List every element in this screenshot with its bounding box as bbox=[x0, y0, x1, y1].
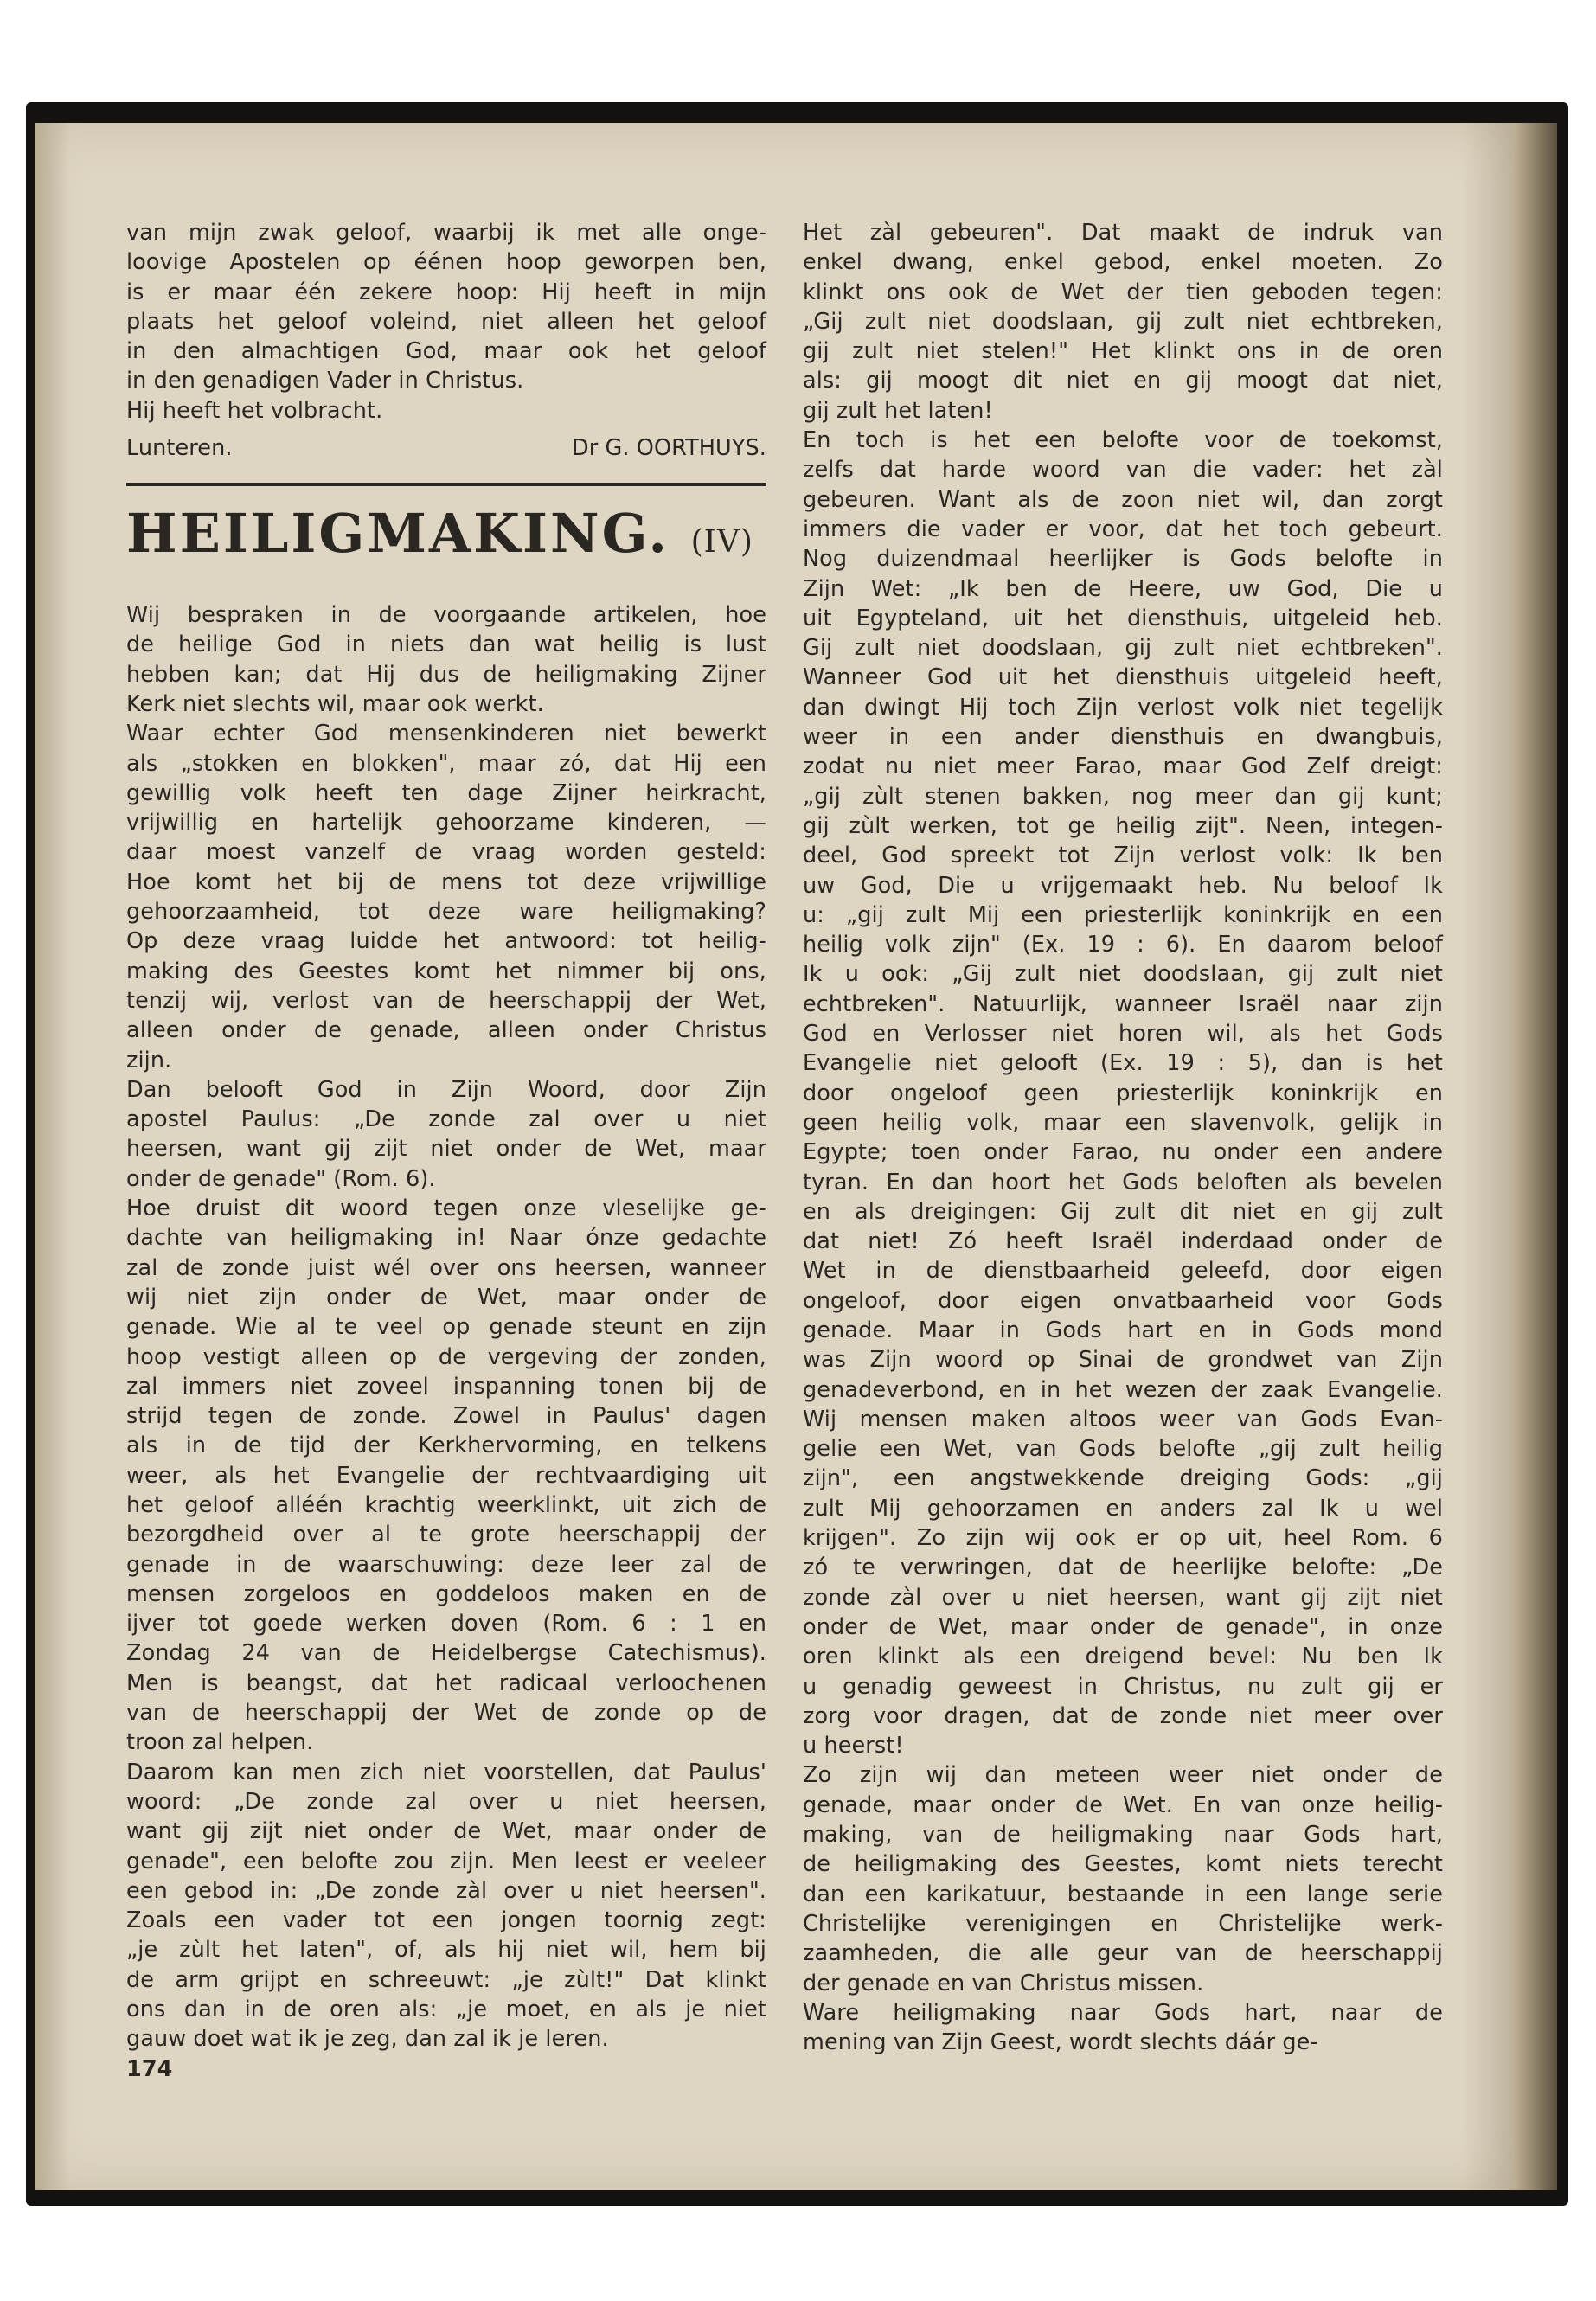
page-left-edge bbox=[35, 123, 69, 2190]
text-line: gij zùlt werken, tot ge heilig zijt". Neen, integen- bbox=[803, 812, 1443, 839]
intro-paragraph bbox=[126, 218, 766, 426]
text-line: zijn. bbox=[126, 1047, 172, 1074]
text-line: Waar echter God mensenkinderen niet bewerkt bbox=[126, 721, 766, 747]
text-line: vrijwillig en hartelijk gehoorzame kinderen, — bbox=[126, 810, 766, 836]
text-line: u genadig geweest in Christus, nu zult gij er bbox=[803, 1673, 1443, 1700]
text-line: ons dan in de oren als: „je moet, en als je niet bbox=[126, 1997, 766, 2023]
text-line: Zo zijn wij dan meteen weer niet onder de bbox=[803, 1762, 1443, 1789]
text-line: ongeloof, door eigen onvatbaarheid voor Gods bbox=[803, 1287, 1443, 1314]
text-line: weer, als het Evangelie der rechtvaardiging uit bbox=[126, 1462, 766, 1489]
text-line: zijn", een angstwekkende dreiging Gods: „gij bbox=[803, 1465, 1443, 1492]
text-line: is er maar één zekere hoop: Hij heeft in mijn bbox=[126, 279, 766, 305]
text-line: „gij zùlt stenen bakken, nog meer dan gij kunt; bbox=[803, 783, 1443, 810]
text-line: woord: „De zonde zal over u niet heersen, bbox=[126, 1788, 766, 1815]
text-line: Op deze vraag luidde het antwoord: tot heilig- bbox=[126, 928, 766, 955]
book-spine bbox=[1514, 123, 1557, 2190]
text-line: Zoals een vader tot een jongen toornig zegt: bbox=[126, 1907, 766, 1934]
text-line: strijd tegen de zonde. Zowel in Paulus' dagen bbox=[126, 1403, 766, 1430]
text-line: Wij mensen maken altoos weer van Gods Evan- bbox=[803, 1406, 1443, 1433]
text-line: zonde zàl over u niet heersen, want gij zijt niet bbox=[803, 1584, 1443, 1611]
text-line: onder de genade" (Rom. 6). bbox=[126, 1165, 436, 1192]
text-line: geen heilig volk, maar een slavenvolk, gelijk in bbox=[803, 1109, 1443, 1136]
gutter-shade bbox=[1462, 123, 1514, 2190]
text-line: u heerst! bbox=[803, 1733, 904, 1759]
text-line: Christelijke verenigingen en Christelijke werk- bbox=[803, 1910, 1443, 1937]
text-line: Men is beangst, dat het radicaal verloochenen bbox=[126, 1670, 766, 1696]
text-line: Zijn Wet: „Ik ben de Heere, uw God, Die u bbox=[803, 575, 1443, 602]
signature-line bbox=[126, 429, 766, 467]
text-line: Wanneer God uit het diensthuis uitgeleid heeft, bbox=[803, 664, 1443, 691]
text-line: Ik u ook: „Gij zult niet doodslaan, gij zult niet bbox=[803, 961, 1443, 988]
section-title bbox=[126, 495, 766, 581]
text-line: zal de zonde juist wél over ons heersen, wanneer bbox=[126, 1254, 766, 1281]
text-line: in den genadigen Vader in Christus. bbox=[126, 368, 524, 394]
section-title-part: (IV) bbox=[690, 524, 753, 561]
text-line: door ongeloof geen priesterlijk koninkrijk en bbox=[803, 1080, 1443, 1106]
text-line: mening van Zijn Geest, wordt slechts dáár ge- bbox=[803, 2029, 1318, 2056]
article-body-right bbox=[803, 218, 1443, 2057]
signature-place: Lunteren. bbox=[126, 435, 233, 462]
text-line: „Gij zult niet doodslaan, gij zult niet echtbreken, bbox=[803, 308, 1443, 335]
text-line: Zondag 24 van de Heidelbergse Catechismus). bbox=[126, 1640, 766, 1667]
text-line: klinkt ons ook de Wet der tien geboden tegen: bbox=[803, 279, 1443, 305]
text-line: de arm grijpt en schreeuwt: „je zùlt!" Dat klinkt bbox=[126, 1966, 766, 1993]
text-line: Kerk niet slechts wil, maar ook werkt. bbox=[126, 690, 544, 717]
text-line: Wet in de dienstbaarheid geleefd, door eigen bbox=[803, 1258, 1443, 1285]
text-line: Dan belooft God in Zijn Woord, door Zijn bbox=[126, 1076, 766, 1103]
text-line: Evangelie niet gelooft (Ex. 19 : 5), dan is het bbox=[803, 1050, 1443, 1077]
signature-author: Dr G. OORTHUYS. bbox=[572, 435, 766, 462]
text-line: als „stokken en blokken", maar zó, dat Hij een bbox=[126, 750, 766, 777]
text-line: genade. Maar in Gods hart en in Gods mond bbox=[803, 1317, 1443, 1343]
text-line: En toch is het een belofte voor de toekomst, bbox=[803, 427, 1443, 454]
text-line: Wij bespraken in de voorgaande artikelen, hoe bbox=[126, 602, 766, 629]
text-line: Nog duizendmaal heerlijker is Gods belofte in bbox=[803, 546, 1443, 573]
text-line: genade", een belofte zou zijn. Men leest er veeleer bbox=[126, 1848, 766, 1875]
text-line: weer in een ander diensthuis en dwangbuis, bbox=[803, 724, 1443, 751]
text-line: een gebod in: „De zonde zàl over u niet heersen". bbox=[126, 1877, 766, 1904]
article-body-left bbox=[126, 600, 766, 2054]
text-line: uit Egypteland, uit het diensthuis, uitgeleid heb. bbox=[803, 605, 1443, 631]
text-line: immers die vader er voor, dat het toch gebeurt. bbox=[803, 516, 1443, 542]
text-line: gij zult niet stelen!" Het klinkt ons in de oren bbox=[803, 338, 1443, 365]
text-line: krijgen". Zo zijn wij ook er op uit, heel Rom. 6 bbox=[803, 1525, 1443, 1552]
text-line: oren klinkt als een dreigend bevel: Nu ben Ik bbox=[803, 1644, 1443, 1670]
text-line: wij niet zijn onder de Wet, maar onder de bbox=[126, 1284, 766, 1311]
text-line: uw God, Die u vrijgemaakt heb. Nu beloof Ik bbox=[803, 872, 1443, 899]
text-line: onder de Wet, maar onder de genade", in onze bbox=[803, 1613, 1443, 1640]
text-line: genade in de waarschuwing: deze leer zal de bbox=[126, 1551, 766, 1578]
text-line: deel, God spreekt tot Zijn verlost volk: Ik ben bbox=[803, 843, 1443, 869]
text-line: troon zal helpen. bbox=[126, 1729, 314, 1756]
text-line: God en Verlosser niet horen wil, als het Gods bbox=[803, 1021, 1443, 1048]
text-line: apostel Paulus: „De zonde zal over u niet bbox=[126, 1106, 766, 1133]
text-line: genade. Wie al te veel op genade steunt en zijn bbox=[126, 1314, 766, 1341]
text-line: enkel dwang, enkel gebod, enkel moeten. Zo bbox=[803, 249, 1443, 276]
text-line: hoop vestigt alleen op de vergeving der zonden, bbox=[126, 1343, 766, 1370]
text-line: van de heerschappij der Wet de zonde op de bbox=[126, 1700, 766, 1727]
text-line: Hoe komt het bij de mens tot deze vrijwillige bbox=[126, 868, 766, 895]
text-line: Egypte; toen onder Farao, nu onder een andere bbox=[803, 1139, 1443, 1166]
text-line: zó te verwringen, dat de heerlijke belofte: „De bbox=[803, 1554, 1443, 1581]
text-line: heilig volk zijn" (Ex. 19 : 6). En daarom beloof bbox=[803, 932, 1443, 958]
text-line: zult Mij gehoorzamen en anders zal Ik u wel bbox=[803, 1495, 1443, 1522]
text-line: „je zùlt het laten", of, als hij niet wil, hem bij bbox=[126, 1937, 766, 1964]
left-column bbox=[126, 218, 766, 2084]
text-line: de heiligmaking des Geestes, komt niets terecht bbox=[803, 1851, 1443, 1878]
text-line: making des Geestes komt het nimmer bij ons, bbox=[126, 958, 766, 984]
text-line: zorg voor dragen, dat de zonde niet meer over bbox=[803, 1702, 1443, 1729]
text-line: Ware heiligmaking naar Gods hart, naar de bbox=[803, 1999, 1443, 2026]
text-line: dan een karikatuur, bestaande in een lange serie bbox=[803, 1881, 1443, 1907]
text-line: het geloof alléén krachtig weerklinkt, uit zich de bbox=[126, 1491, 766, 1518]
title-rule bbox=[126, 483, 766, 486]
text-line: zal immers niet zoveel inspanning tonen bij de bbox=[126, 1373, 766, 1400]
text-line: en als dreigingen: Gij zult dit niet en gij zult bbox=[803, 1198, 1443, 1225]
text-line: daar moest vanzelf de vraag worden gesteld: bbox=[126, 839, 766, 866]
text-line: zelfs dat harde woord van die vader: het zàl bbox=[803, 457, 1443, 484]
text-line: mensen zorgeloos en goddeloos maken en de bbox=[126, 1580, 766, 1607]
text-line: gehoorzaamheid, tot deze ware heiligmaking? bbox=[126, 899, 766, 926]
text-line: bezorgdheid over al te grote heerschappij der bbox=[126, 1522, 766, 1548]
text-line: tenzij wij, verlost van de heerschappij der Wet, bbox=[126, 987, 766, 1014]
text-line: alleen onder de genade, alleen onder Christus bbox=[126, 1017, 766, 1044]
page-number: 174 bbox=[126, 2055, 173, 2082]
text-line: Hoe druist dit woord tegen onze vleselijke ge- bbox=[126, 1195, 766, 1222]
text-line: hebben kan; dat Hij dus de heiligmaking Zijner bbox=[126, 661, 766, 688]
text-line: van mijn zwak geloof, waarbij ik met alle onge- bbox=[126, 220, 766, 246]
text-line: als in de tijd der Kerkhervorming, en telkens bbox=[126, 1433, 766, 1459]
text-line: making, van de heiligmaking naar Gods hart, bbox=[803, 1822, 1443, 1849]
text-line: genade, maar onder de Wet. En van onze heilig- bbox=[803, 1791, 1443, 1818]
text-line: dachte van heiligmaking in! Naar ónze gedachte bbox=[126, 1225, 766, 1252]
text-line: zaamheden, die alle geur van de heerschappij bbox=[803, 1940, 1443, 1967]
text-line: echtbreken". Natuurlijk, wanneer Israël naar zijn bbox=[803, 990, 1443, 1017]
text-line: in den almachtigen God, maar ook het geloof bbox=[126, 338, 766, 365]
text-line: gij zult het laten! bbox=[803, 397, 993, 424]
text-line: dat niet! Zó heeft Israël inderdaad onder de bbox=[803, 1228, 1443, 1255]
text-line: tyran. En dan hoort het Gods beloften als bevelen bbox=[803, 1169, 1443, 1195]
text-line: gelie een Wet, van Gods belofte „gij zult heilig bbox=[803, 1436, 1443, 1463]
text-line: u: „gij zult Mij een priesterlijk koninkrijk en een bbox=[803, 901, 1443, 928]
text-line: gauw doet wat ik je zeg, dan zal ik je leren. bbox=[126, 2026, 609, 2053]
text-line: Hij heeft het volbracht. bbox=[126, 397, 383, 424]
text-line: plaats het geloof voleind, niet alleen het geloof bbox=[126, 308, 766, 335]
text-line: heersen, want gij zijt niet onder de Wet, maar bbox=[126, 1136, 766, 1163]
text-line: Het zàl gebeuren". Dat maakt de indruk van bbox=[803, 220, 1443, 246]
text-line: dan dwingt Hij toch Zijn verlost volk niet tegelijk bbox=[803, 694, 1443, 721]
text-line: de heilige God in niets dan wat heilig is lust bbox=[126, 631, 766, 658]
text-line: loovige Apostelen op éénen hoop geworpen ben, bbox=[126, 249, 766, 276]
text-line: gewillig volk heeft ten dage Zijner heirkracht, bbox=[126, 779, 766, 806]
text-line: genadeverbond, en in het wezen der zaak Evangelie. bbox=[803, 1376, 1443, 1403]
text-line: want gij zijt niet onder de Wet, maar onder de bbox=[126, 1818, 766, 1845]
section-title-main: HEILIGMAKING. bbox=[126, 502, 670, 566]
text-line: gebeuren. Want als de zoon niet wil, dan zorgt bbox=[803, 486, 1443, 513]
text-line: zodat nu niet meer Farao, maar God Zelf dreigt: bbox=[803, 753, 1443, 780]
text-line: Daarom kan men zich niet voorstellen, dat Paulus' bbox=[126, 1759, 766, 1785]
text-line: Gij zult niet doodslaan, gij zult niet echtbreken". bbox=[803, 635, 1443, 662]
right-column bbox=[803, 218, 1443, 2057]
text-line: was Zijn woord op Sinai de grondwet van Zijn bbox=[803, 1347, 1443, 1374]
text-line: als: gij moogt dit niet en gij moogt dat niet, bbox=[803, 368, 1443, 394]
text-line: ijver tot goede werken doven (Rom. 6 : 1 en bbox=[126, 1611, 766, 1638]
text-line: der genade en van Christus missen. bbox=[803, 1970, 1204, 1997]
